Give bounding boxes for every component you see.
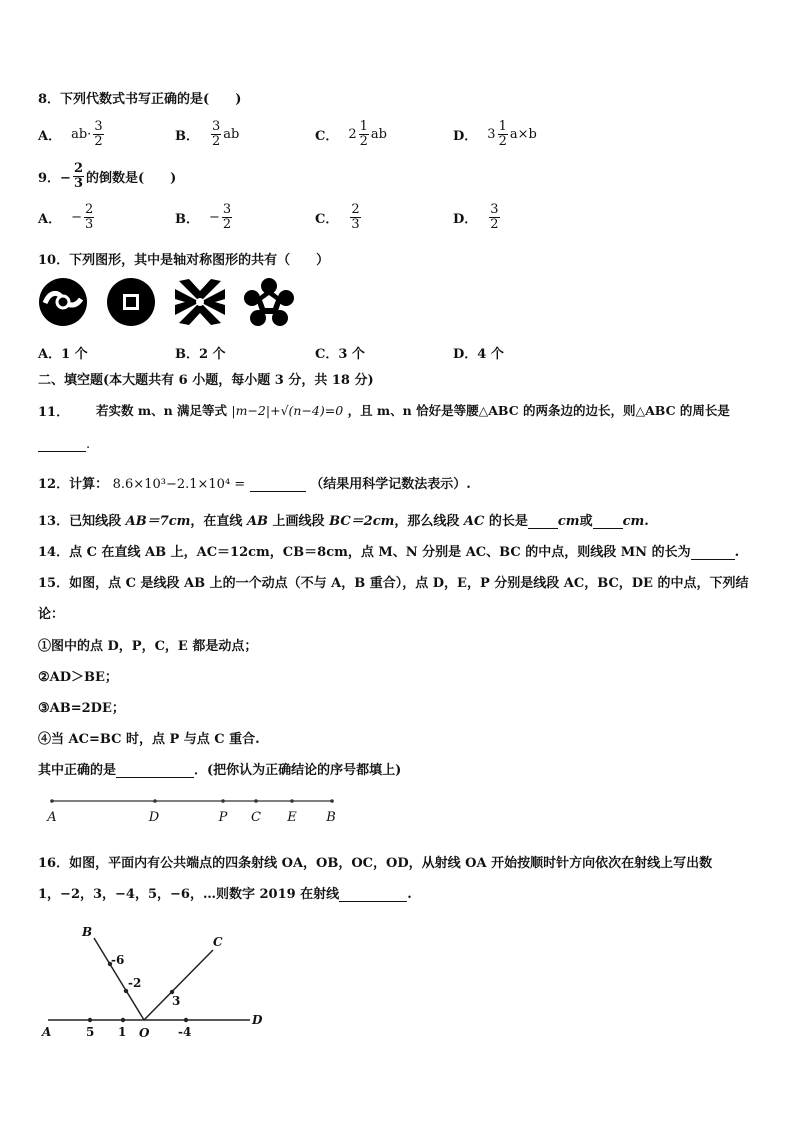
point-label-b: B	[326, 810, 336, 825]
q13-f: BC＝2cm	[329, 514, 395, 529]
q11-answer-line	[38, 437, 90, 452]
q13-k: 或	[579, 514, 593, 529]
q13-a: 13．已知线段	[38, 514, 126, 529]
point-label-c: C	[251, 810, 261, 825]
label-a: A	[42, 1025, 52, 1039]
q15-statement-3: ③AB=2DE；	[38, 701, 125, 716]
q15-line1: 15．如图，点 C 是线段 AB 上的一个动点（不与 A，B 重合），点 D，E，P 分别是线段 AC，BC，DE 的中点，下列结	[38, 576, 749, 591]
numerator: 3	[222, 202, 232, 217]
q13-d: AB	[246, 514, 269, 529]
q9-option-d	[453, 203, 502, 231]
q12-formula: 8.6×10³−2.1×10⁴ =	[112, 477, 246, 492]
q15-ask-pre: 其中正确的是	[38, 763, 117, 778]
q11-formula: |m−2|+√(n−4)=0	[231, 403, 344, 418]
num-minus2: -2	[128, 976, 142, 990]
q11-post: ，且 m、n 恰好是等腰△ABC 的两条边的边长，则△ABC 的周长是	[347, 403, 730, 418]
q10-option-b: B．2 个	[175, 347, 226, 362]
q13-i: 的长是	[484, 514, 528, 529]
q16-line2	[38, 883, 412, 902]
fraction	[359, 120, 369, 148]
answer-blank[interactable]	[691, 545, 735, 560]
q13-text	[38, 510, 649, 529]
q13-e: 上画线段	[268, 514, 330, 529]
num-1: 1	[118, 1025, 127, 1039]
label-c: C	[213, 935, 223, 949]
denominator: 2	[212, 133, 221, 149]
denominator: 2	[490, 216, 499, 232]
label-b: B	[82, 925, 93, 939]
q9-option-a	[38, 203, 96, 231]
q11-number: 11．	[38, 405, 70, 420]
q11-text	[96, 401, 730, 419]
expr-post: a×b	[509, 126, 537, 142]
point-label-p: P	[218, 810, 228, 825]
expr-pre: 3	[487, 126, 496, 142]
point-c-dot	[254, 799, 258, 803]
fraction	[84, 203, 94, 231]
point-p-dot	[221, 799, 225, 803]
answer-blank[interactable]	[339, 887, 407, 902]
q9-option-b	[175, 203, 234, 231]
q15-ask	[38, 759, 401, 778]
q16-line2-pre: 1，−2，3，−4，5，−6，…则数字 2019 在射线	[38, 887, 340, 902]
q13-l: cm.	[622, 514, 649, 529]
numerator: 1	[359, 119, 368, 134]
q13-b: AB＝7cm	[125, 514, 191, 529]
ray-oc	[144, 950, 213, 1020]
option-label: B．	[175, 128, 199, 144]
num-3: 3	[172, 994, 181, 1008]
option-label: C．	[315, 211, 339, 227]
numerator: 2	[85, 202, 94, 217]
q13-j: cm	[557, 514, 580, 529]
q10-option-a: A．1 个	[38, 347, 88, 362]
denominator: 2	[498, 133, 507, 149]
q9-pre: 9．−	[38, 170, 71, 186]
q10-option-d: D．4 个	[453, 347, 504, 362]
expr-post: ab	[370, 126, 387, 142]
label-d: D	[252, 1013, 263, 1027]
numerator: 1	[498, 119, 507, 134]
q16-line2-post: .	[407, 887, 412, 902]
q13-c: ，在直线	[190, 514, 247, 529]
q13-h: AC	[463, 514, 485, 529]
numerator: 3	[490, 202, 499, 217]
option-label: A．	[38, 211, 62, 227]
answer-blank[interactable]	[116, 763, 194, 778]
q14-end: .	[734, 545, 740, 560]
q10-option-c: C．3 个	[315, 347, 365, 362]
q11-pre: 若实数 m、n 满足等式	[96, 403, 228, 418]
fraction	[350, 203, 360, 231]
option-label: C．	[315, 128, 339, 144]
q12-text	[38, 473, 471, 492]
section-heading: 二、填空题(本大题共有 6 小题，每小题 3 分，共 18 分)	[38, 373, 374, 388]
num-minus4: -4	[178, 1025, 192, 1039]
fraction	[211, 120, 221, 148]
fraction	[498, 120, 508, 148]
yin-yang-symbol-icon	[38, 277, 88, 327]
numerator: 3	[212, 119, 221, 134]
point-b-dot	[330, 799, 334, 803]
q15-statement-4: ④当 AC=BC 时，点 P 与点 C 重合.	[38, 732, 260, 747]
q8-option-b	[175, 120, 239, 148]
q14-text	[38, 541, 739, 560]
fraction	[489, 203, 499, 231]
q16-line1: 16．如图，平面内有公共端点的四条射线 OA，OB，OC，OD，从射线 OA 开始按顺时针方向依次在射线上写出数	[38, 856, 713, 871]
pentagon-flower-icon	[243, 277, 295, 327]
q14-stem: 14．点 C 在直线 AB 上，AC＝12cm，CB＝8cm，点 M、N 分别是 AC、BC 的中点，则线段 MN 的长为	[38, 545, 691, 560]
denominator: 2	[222, 216, 232, 232]
q9-option-c	[315, 203, 363, 231]
option-label: D．	[453, 128, 478, 144]
expr-pre: 2	[348, 126, 357, 142]
dot-5	[88, 1018, 92, 1022]
q12-pre: 12．计算：	[38, 477, 109, 492]
expr-post: ab	[223, 126, 240, 142]
fraction	[222, 203, 232, 231]
q9-post: 的倒数是( )	[86, 170, 177, 186]
answer-blank-2[interactable]	[593, 514, 623, 529]
sign: −	[209, 209, 220, 225]
sign: −	[71, 209, 82, 225]
q8-stem: 8．下列代数式书写正确的是( )	[38, 92, 242, 107]
option-label: A．	[38, 128, 62, 144]
q15-statement-1: ①图中的点 D，P，C，E 都是动点；	[38, 639, 258, 654]
point-e-dot	[290, 799, 294, 803]
q16-rays-figure	[38, 920, 278, 1045]
numerator: 2	[73, 161, 83, 176]
fraction	[73, 162, 84, 190]
fraction	[93, 120, 103, 148]
q10-stem: 10．下列图形，其中是轴对称图形的共有（ ）	[38, 253, 330, 268]
q15-segment-figure	[40, 790, 350, 830]
dot-1	[121, 1018, 125, 1022]
q13-g: ，那么线段	[394, 514, 464, 529]
option-label: D．	[453, 211, 478, 227]
q12-post: （结果用科学记数法表示）.	[310, 477, 471, 492]
q15-line2: 论：	[38, 607, 65, 622]
q11-end: .	[86, 437, 91, 452]
point-a-dot	[50, 799, 54, 803]
square-hole-coin-icon	[106, 277, 156, 327]
denominator: 3	[73, 175, 83, 191]
answer-blank[interactable]	[250, 477, 306, 492]
dot-minus4	[184, 1018, 188, 1022]
denominator: 2	[359, 133, 368, 149]
point-label-e: E	[287, 810, 297, 825]
numerator: 3	[94, 119, 103, 134]
knot-pattern-icon	[173, 277, 227, 327]
point-label-a: A	[47, 810, 57, 825]
q9-stem	[38, 162, 176, 190]
answer-blank-1[interactable]	[528, 514, 558, 529]
denominator: 2	[94, 133, 103, 149]
label-o: O	[139, 1026, 150, 1040]
answer-blank[interactable]	[38, 437, 86, 452]
point-label-d: D	[148, 810, 160, 825]
option-label: B．	[175, 211, 199, 227]
denominator: 3	[85, 216, 94, 232]
numerator: 2	[351, 202, 360, 217]
expr-pre: ab·	[71, 126, 92, 142]
num-minus6: -6	[111, 953, 125, 967]
num-5: 5	[86, 1025, 95, 1039]
q15-ask-post: ．(把你认为正确结论的序号都填上)	[194, 763, 402, 778]
denominator: 3	[351, 216, 360, 232]
q8-option-d	[453, 120, 537, 148]
q15-statement-2: ②AD＞BE；	[38, 670, 118, 685]
q8-option-a	[38, 120, 106, 148]
point-d-dot	[153, 799, 157, 803]
q8-option-c	[315, 120, 387, 148]
